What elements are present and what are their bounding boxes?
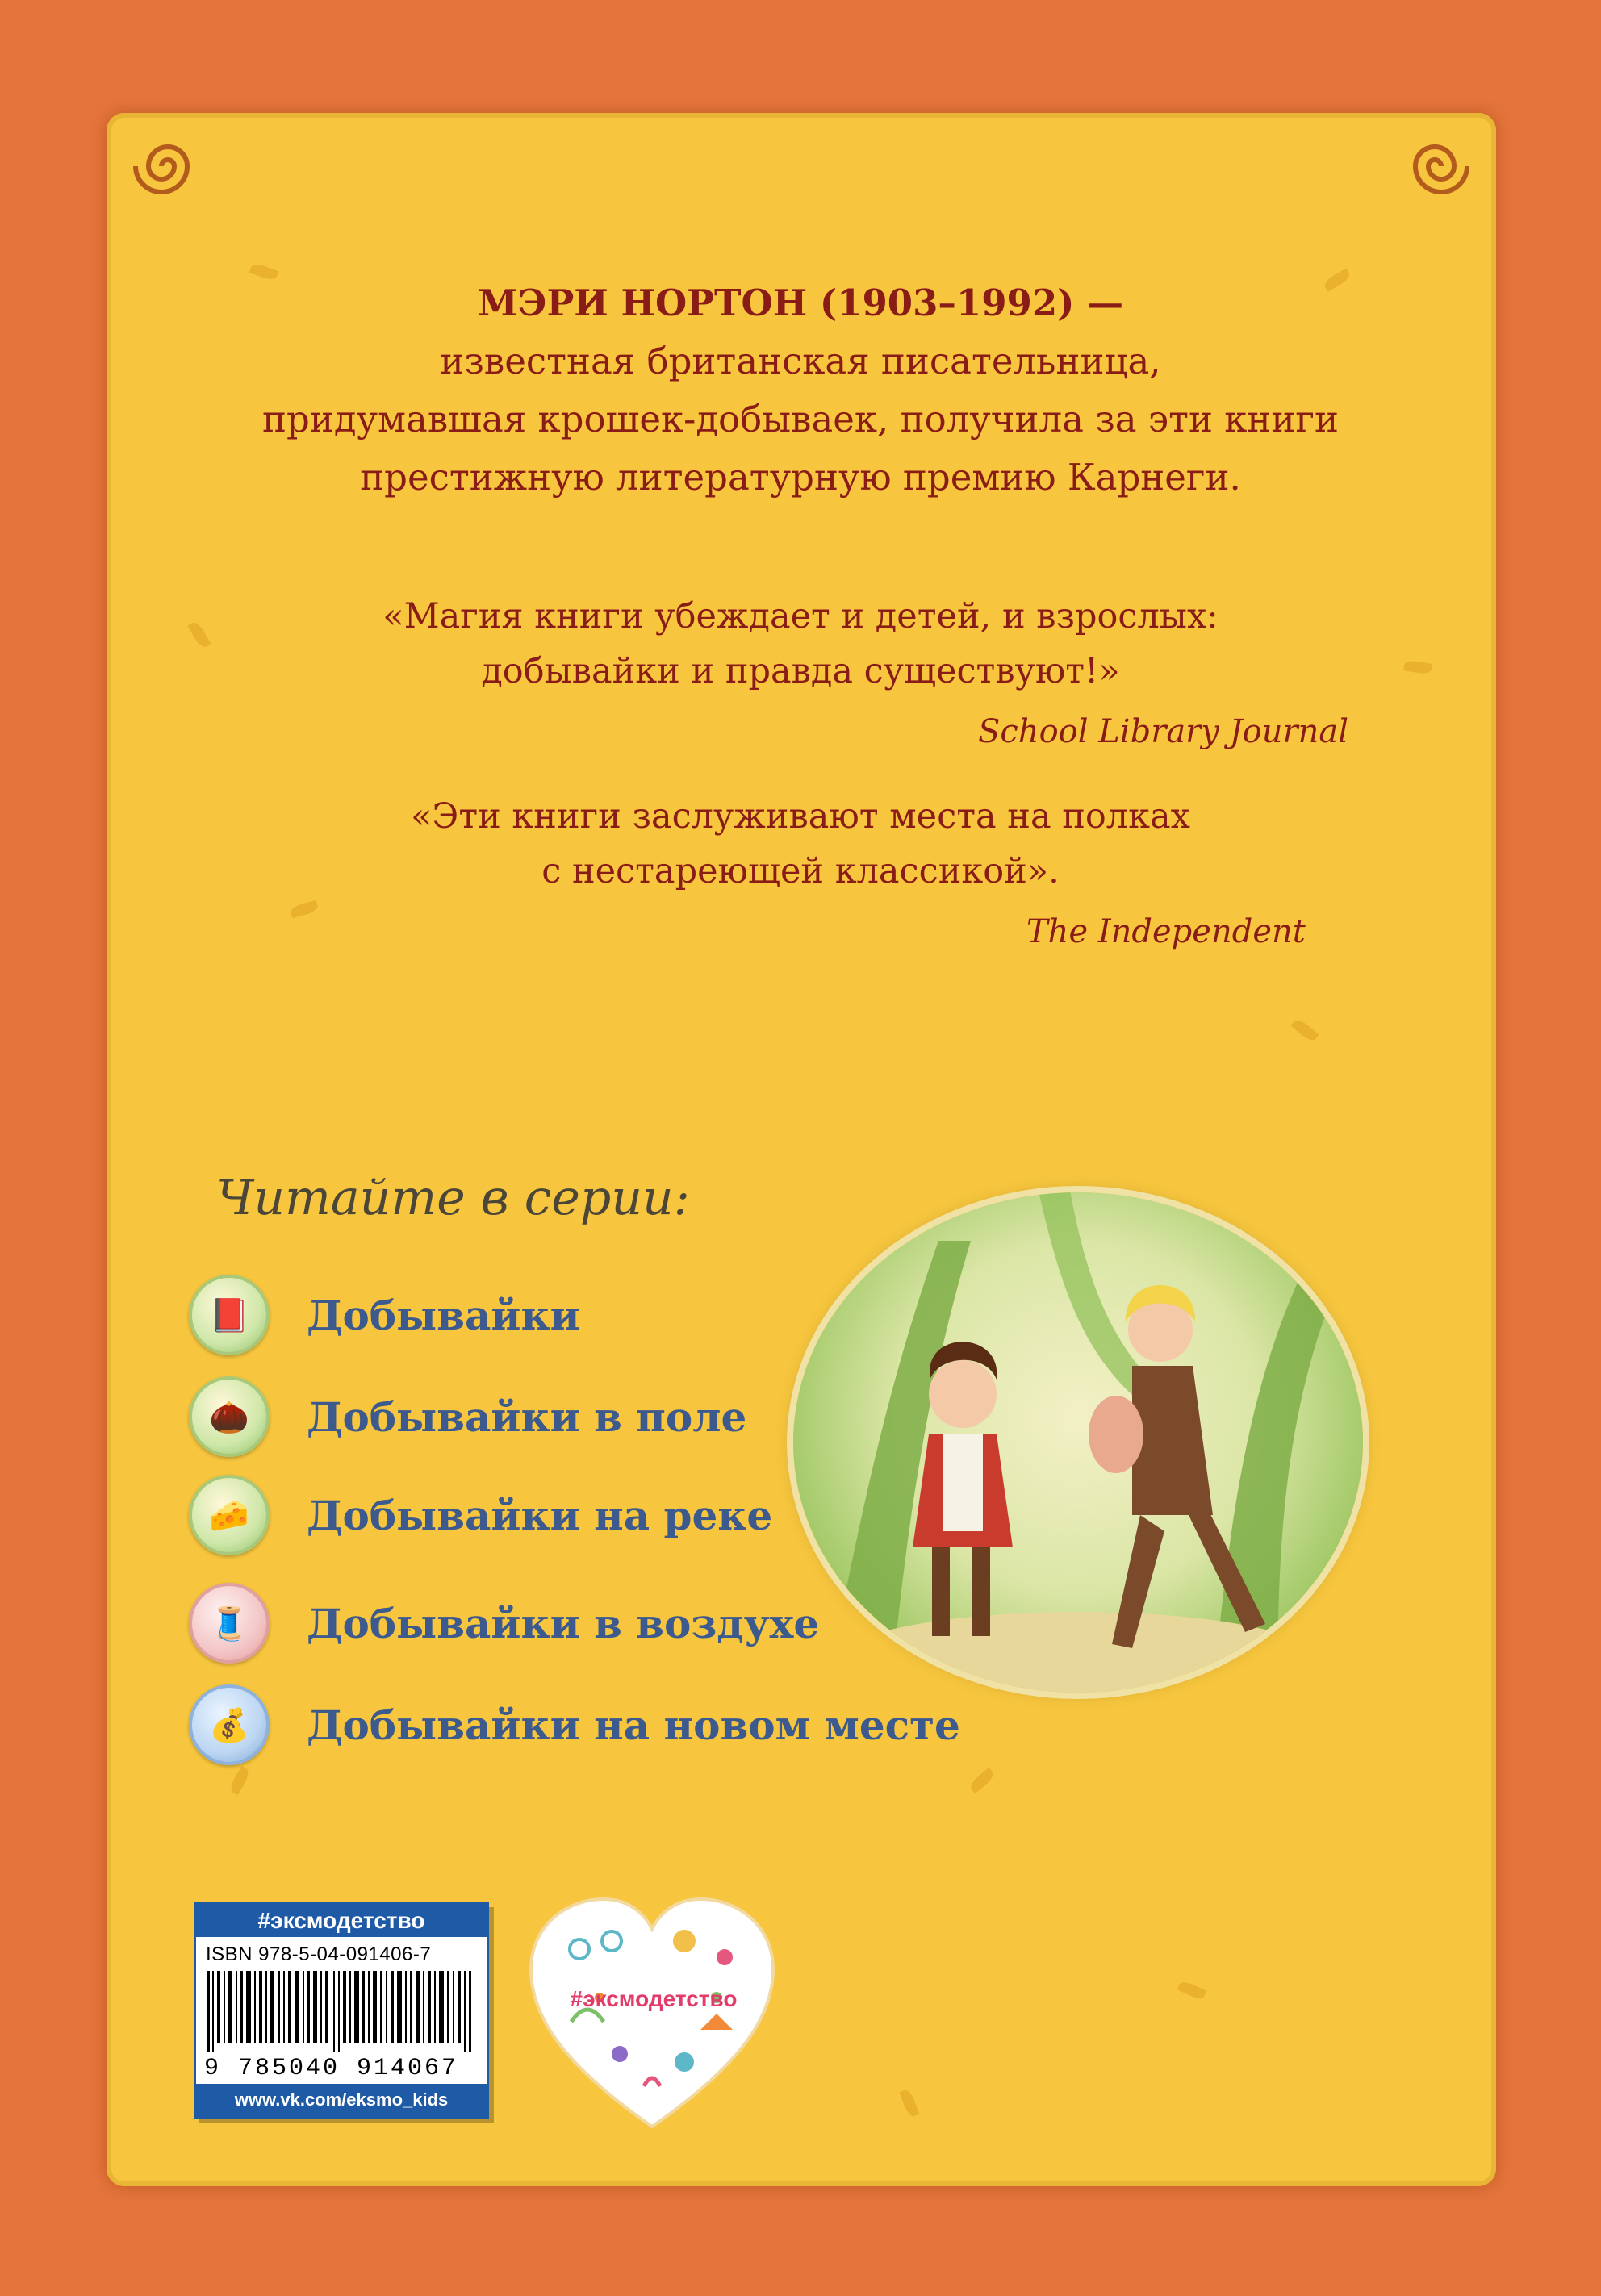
author-bio-line: придумавшая крошек-добываек, получила за эти книги (262, 398, 1339, 440)
book-icon: 📕 (189, 1275, 270, 1355)
series-item-label: Добывайки в воздухе (307, 1599, 820, 1647)
cheese-icon: 🧀 (189, 1475, 270, 1555)
series-item[interactable] (189, 1276, 580, 1354)
author-name: МЭРИ НОРТОН (1903–1992) — (477, 282, 1124, 324)
quote-source: School Library Journal (978, 713, 1349, 750)
quote-line: добывайки и правда существуют!» (481, 651, 1120, 691)
series-item[interactable] (189, 1584, 819, 1662)
review-quote (161, 789, 1440, 899)
author-bio-line: известная британская писательница, (440, 340, 1161, 382)
quote-source: The Independent (1026, 913, 1306, 950)
series-item-label: Добывайки (307, 1291, 580, 1339)
author-bio-line: престижную литературную премию Карнеги. (360, 456, 1241, 499)
series-item[interactable] (189, 1686, 960, 1764)
series-item-label: Добывайки на новом месте (307, 1701, 960, 1749)
isbn-number: ISBN 978-5-04-091406-7 (206, 1943, 432, 1965)
author-bio (161, 274, 1440, 507)
series-title: Читайте в серии: (216, 1170, 690, 1226)
swirl-ornament-left (119, 118, 216, 215)
series-item[interactable] (189, 1378, 746, 1455)
series-item-label: Добывайки на реке (307, 1491, 773, 1539)
isbn-barcode-block (194, 1902, 489, 2119)
quote-line: с нестареющей классикой». (541, 851, 1060, 891)
series-item[interactable] (189, 1476, 772, 1554)
quote-line: «Эти книги заслуживают места на полках (411, 796, 1190, 837)
heart-sticker (523, 1893, 781, 2135)
spool-icon: 🧵 (189, 1583, 270, 1664)
vk-link[interactable]: www.vk.com/eksmo_kids (196, 2084, 487, 2116)
review-quote (161, 589, 1440, 699)
cover-illustration (793, 1192, 1363, 1693)
isbn-digits: 9 785040 914067 (204, 2055, 459, 2082)
series-item-label: Добывайки в поле (307, 1392, 747, 1441)
seed-icon: 🌰 (189, 1376, 270, 1457)
sticker-hashtag: #эксмодетство (570, 1986, 738, 2011)
barcode (207, 1971, 474, 2052)
illustration-drawing (793, 1192, 1363, 1693)
bag-icon: 💰 (189, 1684, 270, 1765)
quote-line: «Магия книги убеждает и детей, и взрослых: (382, 596, 1219, 637)
swirl-ornament-right (1386, 118, 1483, 215)
isbn-hashtag: #эксмодетство (196, 1905, 487, 1937)
